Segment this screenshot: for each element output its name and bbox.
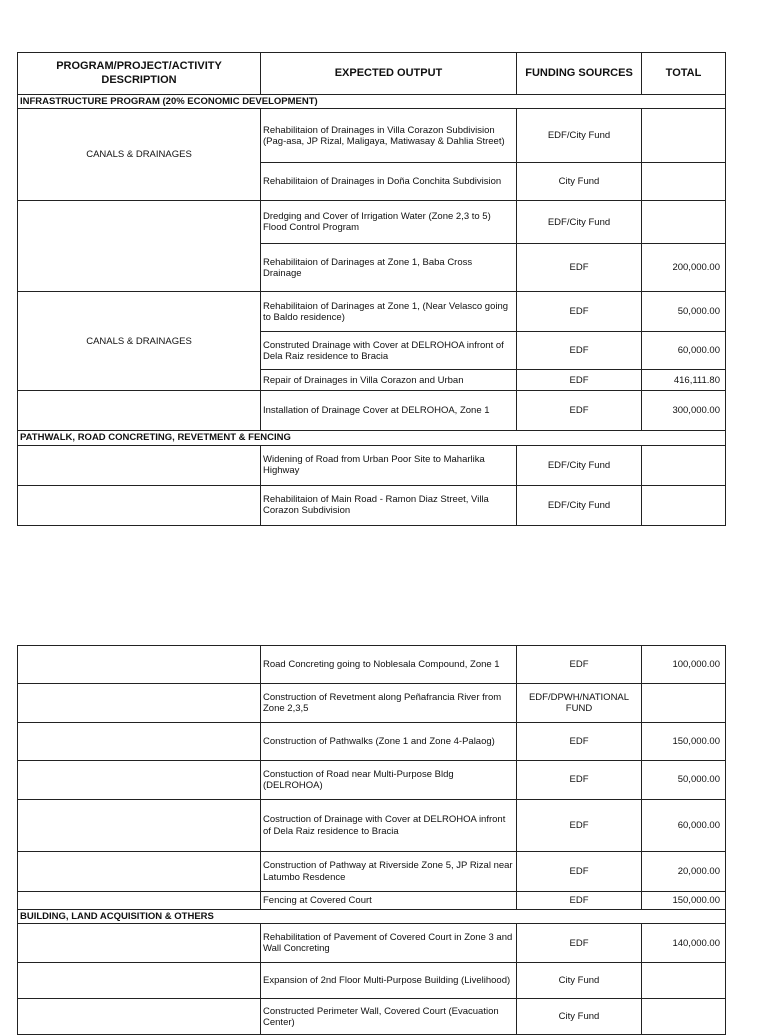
program-cell-empty (18, 892, 261, 910)
table-row (18, 852, 726, 892)
total-cell: 140,000.00 (642, 924, 726, 963)
total-cell: 50,000.00 (642, 292, 726, 332)
funding-cell: EDF (517, 852, 642, 892)
expected-output-cell: Road Concreting going to Noblesala Compound, Zone 1 (261, 646, 517, 684)
budget-table-page-1 (17, 52, 726, 526)
table-row (18, 109, 726, 163)
table-row (18, 646, 726, 684)
program-cell-empty (18, 999, 261, 1035)
expected-output-cell: Construction of Pathway at Riverside Zone 5, JP Rizal near Latumbo Resdence (261, 852, 517, 892)
table-row (18, 800, 726, 852)
expected-output-cell: Widening of Road from Urban Poor Site to Maharlika Highway (261, 445, 517, 485)
expected-output-cell: Dredging and Cover of Irrigation Water (Zone 2,3 to 5) Flood Control Program (261, 201, 517, 244)
funding-cell: EDF (517, 646, 642, 684)
total-cell: 200,000.00 (642, 244, 726, 292)
table-row (18, 892, 726, 910)
table-row (18, 684, 726, 723)
section-row (18, 431, 726, 445)
program-canals-drainages: CANALS & DRAINAGES (18, 292, 261, 391)
expected-output-cell: Construction of Pathwalks (Zone 1 and Zone 4-Palaog) (261, 723, 517, 761)
header-total: TOTAL (642, 53, 726, 95)
total-cell: 150,000.00 (642, 892, 726, 910)
expected-output-cell: Construction of Revetment along Peñafrancia River from Zone 2,3,5 (261, 684, 517, 723)
section-building: BUILDING, LAND ACQUISITION & OTHERS (18, 910, 726, 924)
table-row (18, 292, 726, 332)
table-row (18, 485, 726, 525)
expected-output-cell: Costruction of Drainage with Cover at DELROHOA infront of Dela Raiz residence to Bracia (261, 800, 517, 852)
funding-cell: City Fund (517, 163, 642, 201)
budget-table-page-2 (17, 645, 726, 1035)
expected-output-cell: Constuction of Road near Multi-Purpose Bldg (DELROHOA) (261, 761, 517, 800)
funding-cell: EDF (517, 244, 642, 292)
section-row (18, 95, 726, 109)
funding-cell: EDF/City Fund (517, 201, 642, 244)
total-cell: 60,000.00 (642, 332, 726, 370)
funding-cell: EDF/City Fund (517, 485, 642, 525)
header-row (18, 53, 726, 95)
expected-output-cell: Rehabilitaion of Drainages in Villa Corazon Subdivision (Pag-asa, JP Rizal, Maligaya, Matiwasay & Dahlia Street) (261, 109, 517, 163)
program-cell-empty (18, 924, 261, 963)
expected-output-cell: Fencing at Covered Court (261, 892, 517, 910)
program-cell-empty (18, 485, 261, 525)
funding-cell: City Fund (517, 999, 642, 1035)
expected-output-cell: Rehabilitaion of Drainages in Doña Conchita Subdivision (261, 163, 517, 201)
table-row (18, 924, 726, 963)
total-cell (642, 963, 726, 999)
funding-cell: EDF (517, 292, 642, 332)
expected-output-cell: Installation of Drainage Cover at DELROHOA, Zone 1 (261, 391, 517, 431)
program-cell-empty (18, 761, 261, 800)
table-row (18, 201, 726, 244)
expected-output-cell: Rehabilitaion of Darinages at Zone 1, (Near Velasco going to Baldo residence) (261, 292, 517, 332)
total-cell (642, 201, 726, 244)
expected-output-cell: Construted Drainage with Cover at DELROHOA infront of Dela Raiz residence to Bracia (261, 332, 517, 370)
total-cell: 150,000.00 (642, 723, 726, 761)
total-cell (642, 999, 726, 1035)
program-cell-empty (18, 391, 261, 431)
total-cell: 50,000.00 (642, 761, 726, 800)
funding-cell: City Fund (517, 963, 642, 999)
program-cell-empty (18, 646, 261, 684)
funding-cell: EDF (517, 924, 642, 963)
total-cell: 300,000.00 (642, 391, 726, 431)
header-expected-output: EXPECTED OUTPUT (261, 53, 517, 95)
header-funding-sources: FUNDING SOURCES (517, 53, 642, 95)
expected-output-cell: Repair of Drainages in Villa Corazon and Urban (261, 370, 517, 391)
table-row (18, 391, 726, 431)
program-canals-drainages: CANALS & DRAINAGES (18, 109, 261, 201)
total-cell (642, 109, 726, 163)
table-row (18, 723, 726, 761)
table-row (18, 761, 726, 800)
total-cell (642, 485, 726, 525)
funding-cell: EDF (517, 723, 642, 761)
table-row (18, 445, 726, 485)
section-pathwalk: PATHWALK, ROAD CONCRETING, REVETMENT & FENCING (18, 431, 726, 445)
expected-output-cell: Expansion of 2nd Floor Multi-Purpose Building (Livelihood) (261, 963, 517, 999)
funding-cell: EDF/City Fund (517, 445, 642, 485)
total-cell (642, 684, 726, 723)
header-program: PROGRAM/PROJECT/ACTIVITY DESCRIPTION (18, 53, 261, 95)
total-cell: 100,000.00 (642, 646, 726, 684)
expected-output-cell: Rehabilitaion of Main Road - Ramon Diaz Street, Villa Corazon Subdivision (261, 485, 517, 525)
expected-output-cell: Rehabilitation of Pavement of Covered Court in Zone 3 and Wall Concreting (261, 924, 517, 963)
table-row (18, 963, 726, 999)
total-cell (642, 163, 726, 201)
program-cell-empty (18, 963, 261, 999)
funding-cell: EDF/City Fund (517, 109, 642, 163)
funding-cell: EDF (517, 892, 642, 910)
program-cell-empty (18, 852, 261, 892)
section-row (18, 910, 726, 924)
expected-output-cell: Constructed Perimeter Wall, Covered Court (Evacuation Center) (261, 999, 517, 1035)
funding-cell: EDF/DPWH/NATIONAL FUND (517, 684, 642, 723)
program-cell-empty (18, 445, 261, 485)
program-cell-empty (18, 800, 261, 852)
funding-cell: EDF (517, 761, 642, 800)
total-cell: 20,000.00 (642, 852, 726, 892)
program-cell-empty (18, 723, 261, 761)
expected-output-cell: Rehabilitaion of Darinages at Zone 1, Baba Cross Drainage (261, 244, 517, 292)
section-infrastructure: INFRASTRUCTURE PROGRAM (20% ECONOMIC DEVELOPMENT) (18, 95, 726, 109)
program-cell-empty (18, 201, 261, 292)
table-row (18, 999, 726, 1035)
funding-cell: EDF (517, 391, 642, 431)
funding-cell: EDF (517, 800, 642, 852)
total-cell: 416,111.80 (642, 370, 726, 391)
total-cell (642, 445, 726, 485)
total-cell: 60,000.00 (642, 800, 726, 852)
funding-cell: EDF (517, 332, 642, 370)
program-cell-empty (18, 684, 261, 723)
funding-cell: EDF (517, 370, 642, 391)
